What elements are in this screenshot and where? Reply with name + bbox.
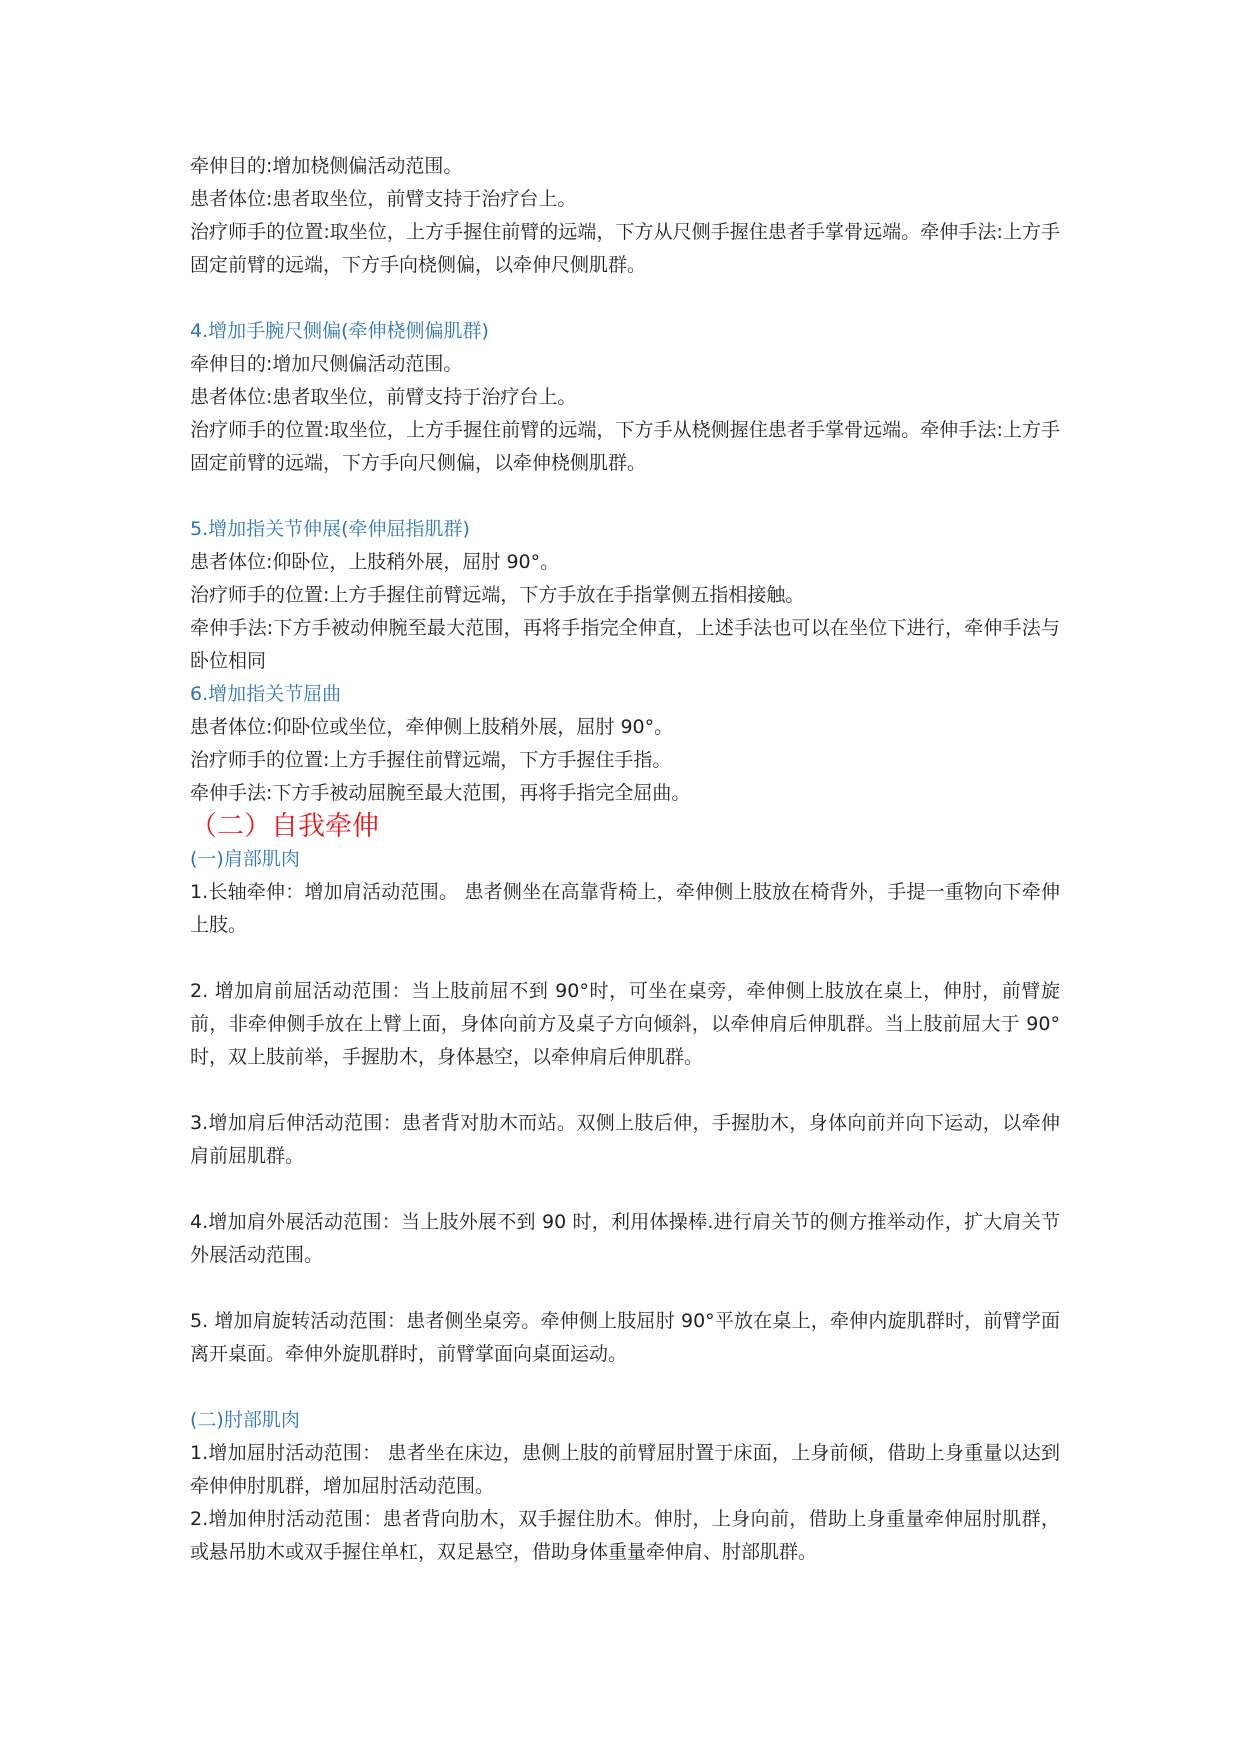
body-paragraph: 牵伸手法:下方手被动伸腕至最大范围，再将手指完全伸直，上述手法也可以在坐位下进行，牵伸手法与卧位相同	[190, 617, 1060, 672]
paragraph-spacer	[190, 282, 1060, 315]
body-paragraph: 患者体位:患者取坐位，前臂支持于治疗台上。	[190, 188, 577, 210]
paragraph-spacer	[190, 1173, 1060, 1206]
body-paragraph: 治疗师手的位置:取坐位，上方手握住前臂的远端，下方从尺侧手握住患者手掌骨远端。牵伸手法:上方手固定前臂的远端，下方手向桡侧偏，以牵伸尺侧肌群。	[190, 221, 1060, 276]
section-heading: （二）自我牵伸	[190, 811, 379, 842]
paragraph-spacer	[190, 1272, 1060, 1305]
subsection-heading: (二)肘部肌肉	[190, 1409, 300, 1431]
body-paragraph: 3.增加肩后伸活动范围：患者背对肋木而站。双侧上肢后伸，手握肋木，身体向前并向下运动，以牵伸肩前屈肌群。	[190, 1112, 1060, 1167]
body-paragraph: 牵伸目的:增加尺侧偏活动范围。	[190, 353, 463, 375]
body-paragraph: 治疗师手的位置:上方手握住前臂远端，下方手握住手指。	[190, 749, 672, 771]
paragraph-spacer	[190, 1371, 1060, 1404]
body-paragraph: 治疗师手的位置:上方手握住前臂远端，下方手放在手指掌侧五指相接触。	[190, 584, 805, 606]
body-paragraph: 牵伸目的:增加桡侧偏活动范围。	[190, 155, 463, 177]
subsection-heading: 6.增加指关节屈曲	[190, 683, 342, 705]
body-paragraph: 1.增加屈肘活动范围： 患者坐在床边，患侧上肢的前臂屈肘置于床面，上身前倾，借助上身重量以达到牵伸伸肘肌群，增加屈肘活动范围。	[190, 1442, 1060, 1497]
paragraph-spacer	[190, 942, 1060, 975]
paragraph-spacer	[190, 480, 1060, 513]
body-paragraph: 患者体位:仰卧位，上肢稍外展，屈肘 90°。	[190, 551, 560, 573]
subsection-heading: 4.增加手腕尺侧偏(牵伸桡侧偏肌群)	[190, 320, 489, 342]
body-paragraph: 1.长轴牵伸：增加肩活动范围。 患者侧坐在高靠背椅上，牵伸侧上肢放在椅背外，手提一重物向下牵伸上肢。	[190, 881, 1060, 936]
body-paragraph: 4.增加肩外展活动范围：当上肢外展不到 90 时，利用体操棒.进行肩关节的侧方推举动作，扩大肩关节外展活动范围。	[190, 1211, 1060, 1266]
document-body	[190, 150, 1060, 1569]
body-paragraph: 5. 增加肩旋转活动范围：患者侧坐桌旁。牵伸侧上肢屈肘 90°平放在桌上，牵伸内旋肌群时，前臂学面离开桌面。牵伸外旋肌群时，前臂掌面向桌面运动。	[190, 1310, 1060, 1365]
subsection-heading: 5.增加指关节伸展(牵伸屈指肌群)	[190, 518, 470, 540]
body-paragraph: 2. 增加肩前屈活动范围：当上肢前屈不到 90°时，可坐在桌旁，牵伸侧上肢放在桌上，伸肘，前臂旋前，非牵伸侧手放在上臂上面，身体向前方及桌子方向倾斜，以牵伸肩后伸肌群。当上肢前屈大于 90°时，双上肢前举，手握肋木，身体悬空，以牵伸肩后伸肌群。	[190, 980, 1060, 1068]
body-paragraph: 牵伸手法:下方手被动屈腕至最大范围，再将手指完全屈曲。	[190, 782, 691, 804]
paragraph-spacer	[190, 1074, 1060, 1107]
body-paragraph: 2.增加伸肘活动范围：患者背向肋木，双手握住肋木。伸肘，上身向前，借助上身重量牵伸屈肘肌群，或悬吊肋木或双手握住单杠，双足悬空，借助身体重量牵伸肩、肘部肌群。	[190, 1508, 1060, 1563]
subsection-heading: (一)肩部肌肉	[190, 848, 300, 870]
body-paragraph: 治疗师手的位置:取坐位，上方手握住前臂的远端，下方手从桡侧握住患者手掌骨远端。牵伸手法:上方手固定前臂的远端，下方手向尺侧偏，以牵伸桡侧肌群。	[190, 419, 1060, 474]
body-paragraph: 患者体位:患者取坐位，前臂支持于治疗台上。	[190, 386, 577, 408]
body-paragraph: 患者体位:仰卧位或坐位，牵伸侧上肢稍外展，屈肘 90°。	[190, 716, 674, 738]
